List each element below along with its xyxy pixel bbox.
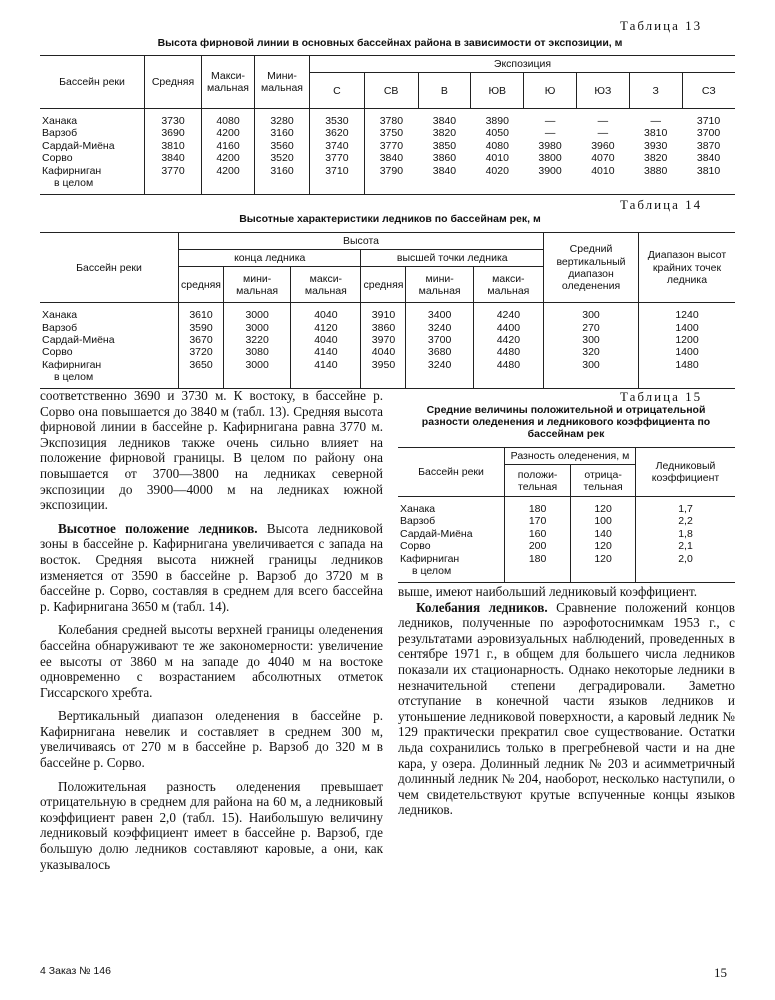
table-cell: 3820 [432, 127, 457, 140]
table-cell: 4040 [291, 334, 361, 346]
t13-dir: СЗ [682, 73, 735, 109]
table-cell: 3280 [255, 109, 310, 128]
table-cell: 3840 [432, 115, 457, 128]
t13-dir: Ю [524, 73, 577, 109]
t13-head-basin: Бассейн реки [40, 56, 145, 109]
table-row [40, 152, 735, 164]
table-cell: 3840 [432, 164, 457, 177]
table-cell [576, 177, 629, 194]
table-cell: 160 [505, 528, 571, 540]
t13-dir: В [418, 73, 471, 109]
table-cell: 3670 [179, 334, 224, 346]
table-cell: 3810 [696, 164, 721, 177]
table-cell: 4050 [485, 127, 509, 140]
table-cell: 1480 [675, 358, 699, 371]
table13 [40, 55, 735, 195]
table-cell: 3800 [538, 152, 562, 165]
print-order: 4 Заказ № 146 [40, 965, 111, 977]
table-cell: 3890 [485, 115, 509, 128]
table-cell: 3960 [591, 139, 615, 152]
table-cell: 4040 [361, 346, 406, 358]
table-cell: 120 [571, 553, 636, 565]
t14-head-vrange: Средний вертикальный диапазон оледенения [544, 233, 639, 303]
t14-head-range: Диапазон высот крайних точек ледника [639, 233, 736, 303]
table-cell [406, 371, 473, 388]
table-cell: 4480 [473, 346, 543, 358]
table-cell [179, 371, 224, 388]
table-cell: — [544, 115, 556, 128]
table-row [398, 515, 735, 527]
table15 [398, 447, 735, 583]
table-row [398, 528, 735, 540]
table-cell [361, 371, 406, 388]
t14-head-max: макси-мальная [291, 267, 361, 303]
table-cell [629, 177, 682, 194]
t13-dir: ЮЗ [576, 73, 629, 109]
table-cell: 3870 [696, 139, 721, 152]
table-cell: 3590 [179, 322, 224, 334]
paragraph: Колебания средней высоты верхней границы оледенения бассейна обнаруживают те же закономерности: увеличение ее высоты от 3860 м на западе до 4040 м на востоке одновременно с возрастанием абсолютных отметок Гиссарского хребта. [40, 622, 383, 700]
table14 [40, 232, 735, 389]
table-cell: 3780 [379, 115, 404, 128]
table-cell: 3950 [361, 359, 406, 371]
table-cell [145, 177, 202, 194]
table-row [398, 497, 735, 516]
basin-name: Сардай-Миёна [40, 140, 145, 152]
table-cell: 3770 [145, 165, 202, 177]
table-cell: 300 [544, 359, 639, 371]
t14-head-height: Высота [179, 233, 544, 250]
table-cell: 3860 [432, 152, 457, 165]
table-cell: 2,2 [678, 515, 693, 528]
t15-head-coef: Ледниковый коэффициент [636, 448, 736, 497]
basin-name: Сардай-Миёна [40, 334, 179, 346]
t14-head-max: макси-мальная [473, 267, 543, 303]
table-cell: 3840 [379, 152, 404, 165]
t14-head-avg: средняя [179, 267, 224, 303]
paragraph: соответственно 3690 и 3730 м. К востоку, в бассейне р. Сорво она повышается до 3840 м (табл. 13). Средняя высота фирновой линии в бассейне р. Кафирнигана равна 3770 м. Экспозиция ледников также очень сильно влияет на положение фирновой границы. В целом по району она повышается от 3700—3800 на ледниках северной экспозиции до 3900—4000 м на ледниках южной экспозиции. [40, 388, 383, 513]
table-cell: — [597, 115, 609, 128]
t13-head-min: Мини-мальная [255, 56, 310, 109]
paragraph-text: Высота ледниковой зоны в бассейне р. Кафирнигана увеличивается с запада на восток. Средняя высота нижней границы ледников изменяется от 3590 в бассейне р. Варзоб до 3720 м в бассейне р. Сорво, составляя в среднем для всего бассейна р. Кафирнигана 3650 м (табл. 14). [40, 520, 383, 614]
table-row [40, 303, 735, 322]
table-cell: 200 [505, 540, 571, 552]
table-cell: 1,7 [678, 503, 693, 516]
table-cell: 3400 [406, 303, 473, 322]
table-cell [224, 371, 291, 388]
table-cell: 3620 [310, 127, 365, 139]
table-row [40, 140, 735, 152]
table-cell: 4140 [291, 359, 361, 371]
basin-name: Ханака [40, 303, 179, 322]
table-cell: 270 [544, 322, 639, 334]
table-cell: 3860 [361, 322, 406, 334]
table-cell: 4080 [202, 109, 255, 128]
basin-name: Варзоб [40, 322, 179, 334]
paragraph: выше, имеют наибольший ледниковый коэффициент. [398, 584, 698, 599]
t14-head-avg: средняя [361, 267, 406, 303]
table-cell: 2,0 [678, 552, 693, 565]
table-cell: 3840 [696, 152, 721, 165]
t13-dir: ЮВ [471, 73, 524, 109]
basin-name: Варзоб [40, 127, 145, 139]
table-cell: 4070 [591, 152, 615, 165]
table15-number: Таблица 15 [620, 389, 703, 404]
table-cell: 320 [544, 346, 639, 358]
table-row [398, 553, 735, 565]
basin-name: в целом [40, 371, 179, 388]
table-cell: 4010 [591, 164, 615, 177]
t15-head-basin: Бассейн реки [398, 448, 505, 497]
section-heading: Колебания ледников. [416, 599, 548, 615]
table-cell: 3980 [538, 139, 562, 152]
table-cell: 1400 [675, 346, 699, 359]
table-cell [471, 177, 524, 194]
table-cell: 3880 [644, 164, 668, 177]
table-cell: 3160 [255, 165, 310, 177]
section-heading: Высотное положение ледников. [58, 520, 258, 536]
table-row [40, 359, 735, 371]
table-cell: 3720 [179, 346, 224, 358]
table-cell [364, 177, 418, 194]
basin-name: Сорво [40, 346, 179, 358]
table-cell: 180 [505, 497, 571, 516]
table-cell: 3560 [255, 140, 310, 152]
t14-head-end: конца ледника [179, 250, 361, 267]
table-cell: — [650, 115, 661, 128]
paragraph-text: Сравнение положений концов ледников, полученные по аэрофотоснимкам 1953 г., с результатами аэровизуальных наблюдений, проведенных в сентябре 1971 г., в общем для большего числа ледников показали их стационарность. Однако некоторые ледники в незначительной степени деградировали. Заметно отступание в конечной части языков ледников и утоньшение ледниковой поверхности, а каровый ледник № 129 практически прекратил свое существование. Остатки льда сохранились только в прегребневой части и на дне кара, у озера. Долинный ледник № 203 и асимметричный долинный ледник № 204, наоборот, несколько наступили, о чем свидетельствуют крутые вспученные концы языков ледников. [398, 599, 735, 818]
table-cell [418, 177, 471, 194]
paragraph: Вертикальный диапазон оледенения в бассейне р. Кафирнигана невелик и составляет в среднем 300 м, увеличиваясь от 270 м в бассейне р. Варзоб до 320 м в бассейне р. Сорво. [40, 708, 383, 771]
table-row [40, 109, 735, 128]
basin-name: Кафирниган [40, 165, 145, 177]
table-cell: 120 [571, 497, 636, 516]
table-cell: 3610 [179, 303, 224, 322]
table-cell: 4010 [485, 152, 509, 165]
table13-caption: Высота фирновой линии в основных бассейнах района в зависимости от экспозиции, м [157, 37, 623, 49]
table-cell: 3680 [406, 346, 473, 358]
table13-number: Таблица 13 [620, 18, 703, 33]
basin-name: Ханака [398, 497, 505, 516]
t14-head-basin: Бассейн реки [40, 233, 179, 303]
table-cell [682, 177, 735, 194]
table-cell [255, 177, 310, 194]
table-cell: 4200 [202, 165, 255, 177]
table-cell [571, 565, 636, 582]
t13-dir: З [629, 73, 682, 109]
table-row [40, 346, 735, 358]
table-cell: 3770 [310, 152, 365, 164]
basin-name: в целом [398, 565, 505, 582]
table-cell: 4040 [291, 303, 361, 322]
left-text-column [40, 388, 383, 872]
table-cell: 3240 [406, 322, 473, 334]
t13-dir: СВ [364, 73, 418, 109]
basin-name: Сорво [40, 152, 145, 164]
table-cell: 4200 [202, 152, 255, 164]
table-cell: 3850 [432, 139, 457, 152]
t13-head-max: Макси-мальная [202, 56, 255, 109]
table-cell: — [597, 127, 609, 140]
table-row [398, 540, 735, 552]
table-cell: 3820 [644, 152, 668, 165]
table-cell [639, 371, 736, 388]
table-row [40, 177, 735, 194]
right-text-column [398, 584, 735, 818]
basin-name: Варзоб [398, 515, 505, 527]
table-cell: 100 [571, 515, 636, 527]
table-cell: 3770 [379, 139, 404, 152]
table-cell: 3750 [379, 127, 404, 140]
table-cell: 3810 [145, 140, 202, 152]
table-cell [544, 371, 639, 388]
table-cell: 300 [544, 334, 639, 346]
table-row [40, 371, 735, 388]
table14-caption: Высотные характеристики ледников по бассейнам рек, м [239, 213, 541, 225]
table-cell: 3900 [538, 164, 562, 177]
table-cell: 3970 [361, 334, 406, 346]
table-cell: 4400 [473, 322, 543, 334]
table-cell: 3080 [224, 346, 291, 358]
paragraph [40, 521, 383, 615]
table-cell: 3810 [644, 127, 668, 140]
table-cell: 1240 [675, 309, 699, 322]
paragraph [398, 600, 735, 818]
table-cell: 3740 [310, 140, 365, 152]
table-cell [310, 177, 365, 194]
table-cell [291, 371, 361, 388]
table-cell: 3000 [224, 322, 291, 334]
table-cell: 3710 [310, 165, 365, 177]
table-cell: 3520 [255, 152, 310, 164]
table-cell: 4020 [485, 164, 509, 177]
table-cell: 3240 [406, 359, 473, 371]
table-cell: 4200 [202, 127, 255, 139]
t13-dir: С [310, 73, 365, 109]
t13-head-avg: Средняя [145, 56, 202, 109]
table-cell: 4480 [473, 359, 543, 371]
t13-head-exposition: Экспозиция [310, 56, 736, 73]
page-number: 15 [714, 965, 727, 980]
table-cell: 3530 [310, 109, 365, 128]
paragraph: Положительная разность оледенения превышает отрицательную в среднем для района на 60 м, а ледниковый коэффициент равен 2,0 (табл. 15). Наибольшую величину ледниковый коэффициент имеет в бассейне р. Варзоб, где большую долю ледников составляют каровые, а они, как указывалось [40, 778, 383, 872]
basin-name: Ханака [40, 109, 145, 128]
t14-head-min: мини-мальная [406, 267, 473, 303]
table14-number: Таблица 14 [620, 197, 703, 212]
t14-head-top: высшей точки ледника [361, 250, 544, 267]
t15-head-diff: Разность оледенения, м [505, 448, 636, 465]
table-cell: 3160 [255, 127, 310, 139]
table-cell: — [544, 127, 556, 140]
table-cell: 120 [571, 540, 636, 552]
t15-head-neg: отрица-тельная [571, 465, 636, 497]
table-cell [202, 177, 255, 194]
table-cell [505, 565, 571, 582]
table-cell: 3790 [379, 164, 404, 177]
table-cell: 3710 [696, 115, 721, 128]
table-cell: 4120 [291, 322, 361, 334]
table-cell: 180 [505, 553, 571, 565]
table-row [398, 565, 735, 582]
table-cell: 3690 [145, 127, 202, 139]
table-cell [473, 371, 543, 388]
table-cell: 3220 [224, 334, 291, 346]
table-cell: 4240 [473, 303, 543, 322]
table-row [40, 334, 735, 346]
table-row [40, 127, 735, 139]
basin-name: в целом [40, 177, 145, 194]
basin-name: Кафирниган [40, 359, 179, 371]
table-cell: 3700 [406, 334, 473, 346]
table-cell: 1,8 [678, 527, 693, 540]
table-cell [524, 177, 577, 194]
table-row [40, 165, 735, 177]
table-cell [636, 565, 736, 582]
table-cell: 3730 [145, 109, 202, 128]
t15-head-pos: положи-тельная [505, 465, 571, 497]
basin-name: Сорво [398, 540, 505, 552]
table-cell: 3650 [179, 359, 224, 371]
table-cell: 4160 [202, 140, 255, 152]
table15-caption: Средние величины положительной и отрицательной разности оледенения и ледникового коэффициента по бассейнам рек [421, 404, 711, 440]
table-cell: 3000 [224, 303, 291, 322]
table-cell: 300 [544, 303, 639, 322]
table-cell: 3930 [644, 139, 668, 152]
table-cell: 1200 [675, 333, 699, 346]
table-cell: 4140 [291, 346, 361, 358]
t14-head-min: мини-мальная [224, 267, 291, 303]
table-row [40, 322, 735, 334]
table-cell: 4420 [473, 334, 543, 346]
basin-name: Сардай-Миёна [398, 528, 505, 540]
table-cell: 1400 [675, 321, 699, 334]
table-cell: 3840 [145, 152, 202, 164]
basin-name: Кафирниган [398, 553, 505, 565]
table-cell: 3700 [696, 127, 721, 140]
table-cell: 140 [571, 528, 636, 540]
table-cell: 3000 [224, 359, 291, 371]
table-cell: 2,1 [678, 540, 693, 553]
table-cell: 4080 [485, 139, 509, 152]
table-cell: 3910 [361, 303, 406, 322]
table-cell: 170 [505, 515, 571, 527]
